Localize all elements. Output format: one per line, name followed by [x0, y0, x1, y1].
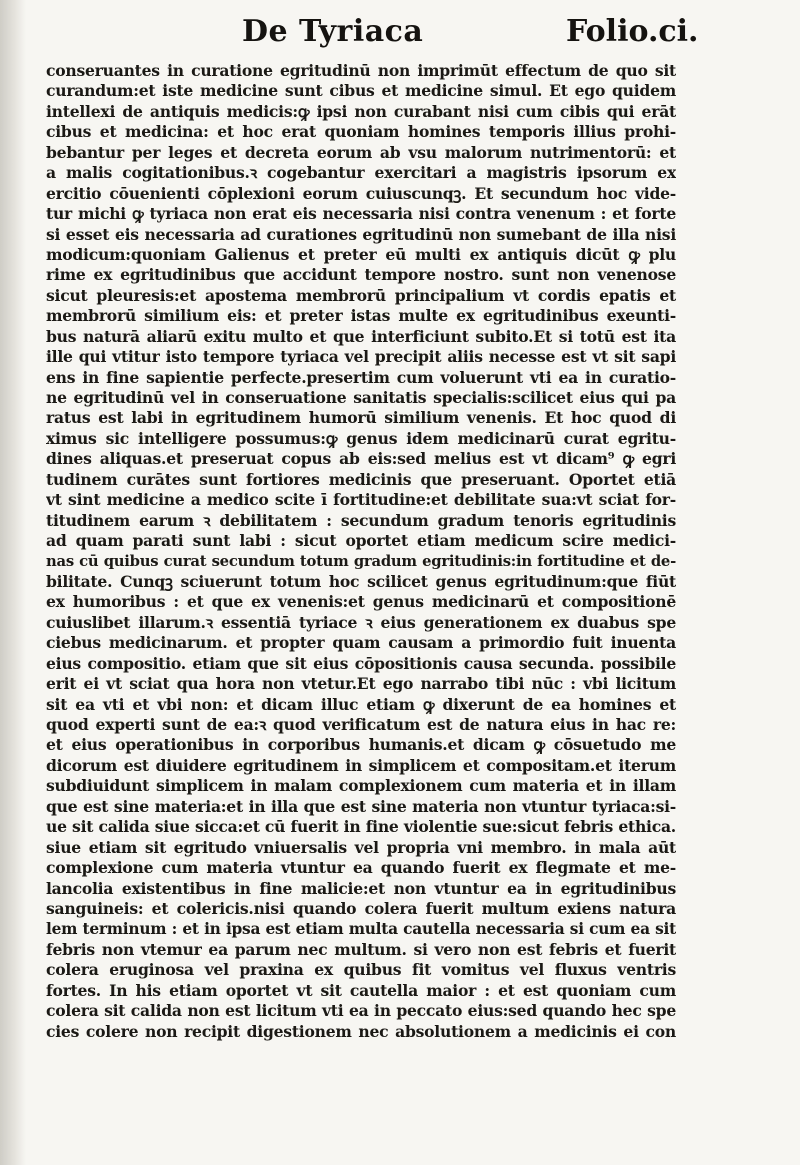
- text-line: que est sine materia:et in illa que est sine materia non vtuntur tyriaca:si-: [46, 796, 676, 816]
- text-line: nas cū quibus curat secundum totum gradum egritudinis:in fortitudine et de-: [46, 552, 676, 570]
- text-line: intellexi de antiquis medicis:ꝙ ipsi non curabant nisi cum cibis qui erāt: [46, 101, 676, 121]
- text-line: cuiuslibet illarum.ꝛ essentiā tyriace ꝛ eius generationem ex duabus spe: [46, 612, 676, 632]
- text-line: quod experti sunt de ea:ꝛ quod verificatum est de natura eius in hac re:: [46, 715, 676, 734]
- text-line: titudinem earum ꝛ debilitatem : secundum gradum tenoris egritudinis: [46, 510, 676, 530]
- text-line: bebantur per leges et decreta eorum ab vsu malorum nutrimentorū: et: [46, 142, 676, 162]
- text-line: ex humoribus : et que ex venenis:et genus medicinarū et compositionē: [46, 592, 676, 612]
- text-line: colera eruginosa vel praxina ex quibus fit vomitus vel fluxus ventris: [46, 960, 676, 980]
- text-line: dines aliquas.et preseruat copus ab eis:sed melius est vt dicam⁹ ꝙ egri: [46, 449, 676, 469]
- text-line: a malis cogitationibus.ꝛ cogebantur exercitari a magistris ipsorum ex: [46, 163, 676, 183]
- text-line: tudinem curātes sunt fortiores medicinis que preseruant. Oportet etiā: [46, 469, 676, 489]
- text-line: conseruantes in curatione egritudinū non imprimūt effectum de quo sit: [46, 61, 676, 80]
- text-line: fortes. In his etiam oportet vt sit cautella maior : et est quoniam cum: [46, 980, 676, 1000]
- text-line: cies colere non recipit digestionem nec absolutionem a medicinis ei con: [46, 1021, 676, 1041]
- text-line: colera sit calida non est licitum vti ea in peccato eius:sed quando hec spe: [46, 1001, 676, 1021]
- text-line: si esset eis necessaria ad curationes egritudinū non sumebant de illa nisi: [46, 224, 676, 244]
- text-line: sit ea vti et vbi non: et dicam illuc etiam ꝙ dixerunt de ea homines et: [46, 694, 676, 714]
- text-line: ille qui vtitur isto tempore tyriaca vel precipit aliis necesse est vt sit sapi: [46, 347, 676, 367]
- text-line: erit ei vt sciat qua hora non vtetur.Et ego narrabo tibi nūc : vbi licitum: [46, 674, 676, 694]
- text-line: febris non vtemur ea parum nec multum. si vero non est febris et fuerit: [46, 939, 676, 959]
- text-line: ad quam parati sunt labi : sicut oportet etiam medicum scire medici-: [46, 531, 676, 551]
- text-line: curandum:et iste medicine sunt cibus et medicine simul. Et ego quidem: [46, 81, 676, 101]
- text-line: lancolia existentibus in fine malicie:et non vtuntur ea in egritudinibus: [46, 878, 676, 898]
- text-line: ens in fine sapientie perfecte.presertim cum voluerunt vti ea in curatio-: [46, 367, 676, 387]
- text-line: ratus est labi in egritudinem humorū similium venenis. Et hoc quod di: [46, 408, 676, 428]
- text-line: lem terminum : et in ipsa est etiam multa cautella necessaria si cum ea sit: [46, 920, 676, 939]
- text-line: ue sit calida siue sicca:et cū fuerit in fine violentie sue:sicut febris ethica.: [46, 817, 676, 837]
- text-line: ne egritudinū vel in conseruatione sanitatis specialis:scilicet eius qui pa: [46, 388, 676, 407]
- page-edge-shadow: [0, 0, 26, 1165]
- text-block: [46, 61, 676, 1042]
- text-line: ximus sic intelligere possumus:ꝙ genus idem medicinarū curat egritu-: [46, 428, 676, 448]
- text-line: bilitate. Cunqꝫ sciuerunt totum hoc scilicet genus egritudinum:que fiūt: [46, 571, 676, 591]
- text-line: sicut pleuresis:et apostema membrorū principalium vt cordis epatis et: [46, 285, 676, 305]
- text-line: rime ex egritudinibus que accidunt tempore nostro. sunt non venenose: [46, 265, 676, 285]
- text-line: et eius operationibus in corporibus humanis.et dicam ꝙ cōsuetudo me: [46, 735, 676, 755]
- text-line: eius compositio. etiam que sit eius cōpositionis causa secunda. possibile: [46, 653, 676, 673]
- text-line: vt sint medicine a medico scite ī fortitudine:et debilitate sua:vt sciat for-: [46, 490, 676, 510]
- text-line: tur michi ꝙ tyriaca non erat eis necessaria nisi contra venenum : et forte: [46, 204, 676, 224]
- folio-number: Folio.ci.: [566, 14, 699, 49]
- page-header: [0, 14, 800, 54]
- text-line: ciebus medicinarum. et propter quam causam a primordio fuit inuenta: [46, 633, 676, 653]
- text-line: subdiuidunt simplicem in malam complexionem cum materia et in illam: [46, 776, 676, 796]
- running-title: De Tyriaca: [242, 14, 424, 49]
- text-line: siue etiam sit egritudo vniuersalis vel propria vni membro. in mala aūt: [46, 837, 676, 857]
- text-line: cibus et medicina: et hoc erat quoniam homines temporis illius prohi-: [46, 122, 676, 142]
- text-line: complexione cum materia vtuntur ea quando fuerit ex flegmate et me-: [46, 858, 676, 878]
- text-line: modicum:quoniam Galienus et preter eū multi ex antiquis dicūt ꝙ plu: [46, 244, 676, 264]
- text-line: membrorū similium eis: et preter istas multe ex egritudinibus exeunti-: [46, 306, 676, 326]
- text-line: ercitio cōuenienti cōplexioni eorum cuiuscunqꝫ. Et secundum hoc vide-: [46, 183, 676, 203]
- text-line: dicorum est diuidere egritudinem in simplicem et compositam.et iterum: [46, 755, 676, 775]
- text-line: bus naturā aliarū exitu multo et que interficiunt subito.Et si totū est ita: [46, 326, 676, 346]
- text-line: sanguineis: et colericis.nisi quando colera fuerit multum exiens natura: [46, 898, 676, 918]
